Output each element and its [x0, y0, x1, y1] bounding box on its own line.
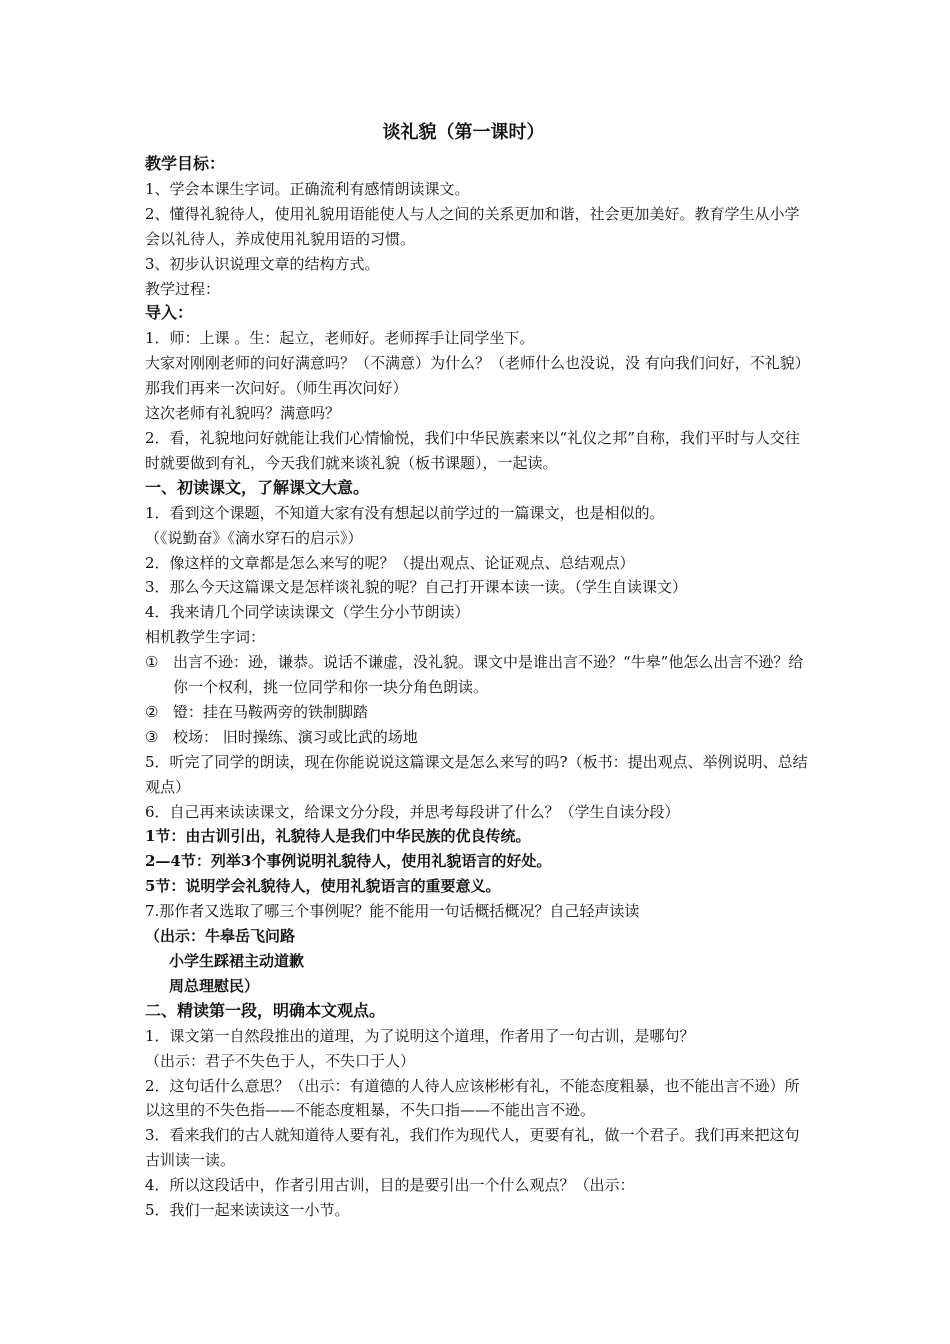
paragraph: （出示：君子不失色于人，不失口于人） — [145, 1051, 416, 1070]
document-body — [145, 152, 810, 1223]
vocab-item — [145, 725, 810, 750]
list-item-text: 出言不逊：逊，谦恭。说话不谦虚，没礼貌。课文中是谁出言不逊？“牛皋”他怎么出言不逊？给你一个权利，挑一位同学和你一块分角色朗读。 — [173, 653, 804, 697]
list-marker: ③ — [145, 727, 159, 746]
list-marker: ① — [145, 653, 159, 672]
list-item-text: 镫：挂在马鞍两旁的铁制脚踏 — [173, 702, 369, 721]
bold-paragraph: 2—4节：列举3个事例说明礼貌待人，使用礼貌语言的好处。 — [145, 852, 552, 871]
section-heading: 一、初读课文，了解课文大意。 — [145, 477, 370, 497]
paragraph: 教学过程： — [145, 279, 221, 298]
paragraph: 4．我来请几个同学读读课文（学生分小节朗读） — [145, 603, 470, 622]
section-heading: 导入： — [145, 303, 194, 323]
paragraph: 3、初步认识说理文章的结构方式。 — [145, 254, 380, 273]
bold-paragraph: 周总理慰民） — [169, 976, 260, 995]
paragraph: 2、懂得礼貌待人，使用礼貌用语能使人与人之间的关系更加和谐，社会更加美好。教育学生从小学会以礼待人，养成使用礼貌用语的习惯。 — [145, 204, 800, 248]
section-heading: 教学目标： — [145, 154, 226, 173]
paragraph: 7.那作者又选取了哪三个事例呢？能不能用一句话概括概况？自己轻声读读 — [145, 902, 640, 921]
paragraph: 3．看来我们的古人就知道待人要有礼，我们作为现代人，更要有礼，做一个君子。我们再来把这句古训读一读。 — [145, 1126, 800, 1170]
paragraph: 1．师：上课 。生：起立，老师好。老师挥手让同学坐下。 — [145, 329, 535, 348]
vocab-item — [145, 650, 810, 700]
bold-paragraph: 小学生踩裙主动道歉 — [169, 952, 305, 970]
bold-paragraph: 5节：说明学会礼貌待人，使用礼貌语言的重要意义。 — [145, 877, 501, 896]
paragraph: 5．听完了同学的朗读，现在你能说说这篇课文是怎么来写的吗?（板书：提出观点、举例说明、总结观点） — [145, 752, 808, 796]
document-title: 谈礼貌（第一课时） — [382, 122, 545, 143]
paragraph: 相机教学生字词： — [145, 628, 266, 647]
list-marker: ② — [145, 702, 159, 721]
paragraph: 1．课文第一自然段推出的道理，为了说明这个道理，作者用了一句古训，是哪句？ — [145, 1026, 695, 1045]
paragraph: 3．那么今天这篇课文是怎样谈礼貌的呢？自己打开课本读一读。（学生自读课文） — [145, 578, 688, 597]
bold-paragraph: 1节：由古训引出，礼貌待人是我们中华民族的优良传统。 — [145, 827, 531, 846]
vocab-item — [145, 700, 810, 725]
paragraph: （《说勤奋》《滴水穿石的启示》） — [145, 528, 363, 547]
paragraph: 4．所以这段话中，作者引用古训，目的是要引出一个什么观点？（出示： — [145, 1176, 635, 1195]
paragraph: 1、学会本课生字词。正确流利有感情朗读课文。 — [145, 179, 470, 198]
document-page — [145, 118, 810, 1223]
paragraph: 大家对刚刚老师的问好满意吗？（不满意）为什么？（老师什么也没说，没 有向我们问好，不礼貌）那我们再来一次问好。（师生再次问好） — [145, 354, 810, 398]
bold-paragraph: （出示：牛皋岳飞问路 — [145, 927, 296, 946]
section-heading: 二、精读第一段，明确本文观点。 — [145, 1000, 386, 1020]
paragraph: 2．看，礼貌地问好就能让我们心情愉悦，我们中华民族素来以“礼仪之邦”自称，我们平时与人交往时就要做到有礼，今天我们就来谈礼貌（板书课题），一起读。 — [145, 428, 800, 472]
paragraph: 1．看到这个课题，不知道大家有没有想起以前学过的一篇课文，也是相似的。 — [145, 503, 665, 522]
paragraph: 2．这句话什么意思？（出示：有道德的人待人应该彬彬有礼，不能态度粗暴，也不能出言不逊）所以这里的不失色指——不能态度粗暴，不失口指——不能出言不逊。 — [145, 1076, 800, 1120]
paragraph: 6．自己再来读读课文，给课文分分段，并思考每段讲了什么？（学生自读分段） — [145, 802, 680, 821]
list-item-text: 校场： 旧时操练、演习或比武的场地 — [173, 727, 418, 746]
paragraph: 5．我们一起来读读这一小节。 — [145, 1201, 350, 1220]
paragraph: 这次老师有礼貌吗？满意吗？ — [145, 404, 341, 423]
paragraph: 2．像这样的文章都是怎么来写的呢？（提出观点、论证观点、总结观点） — [145, 553, 635, 572]
